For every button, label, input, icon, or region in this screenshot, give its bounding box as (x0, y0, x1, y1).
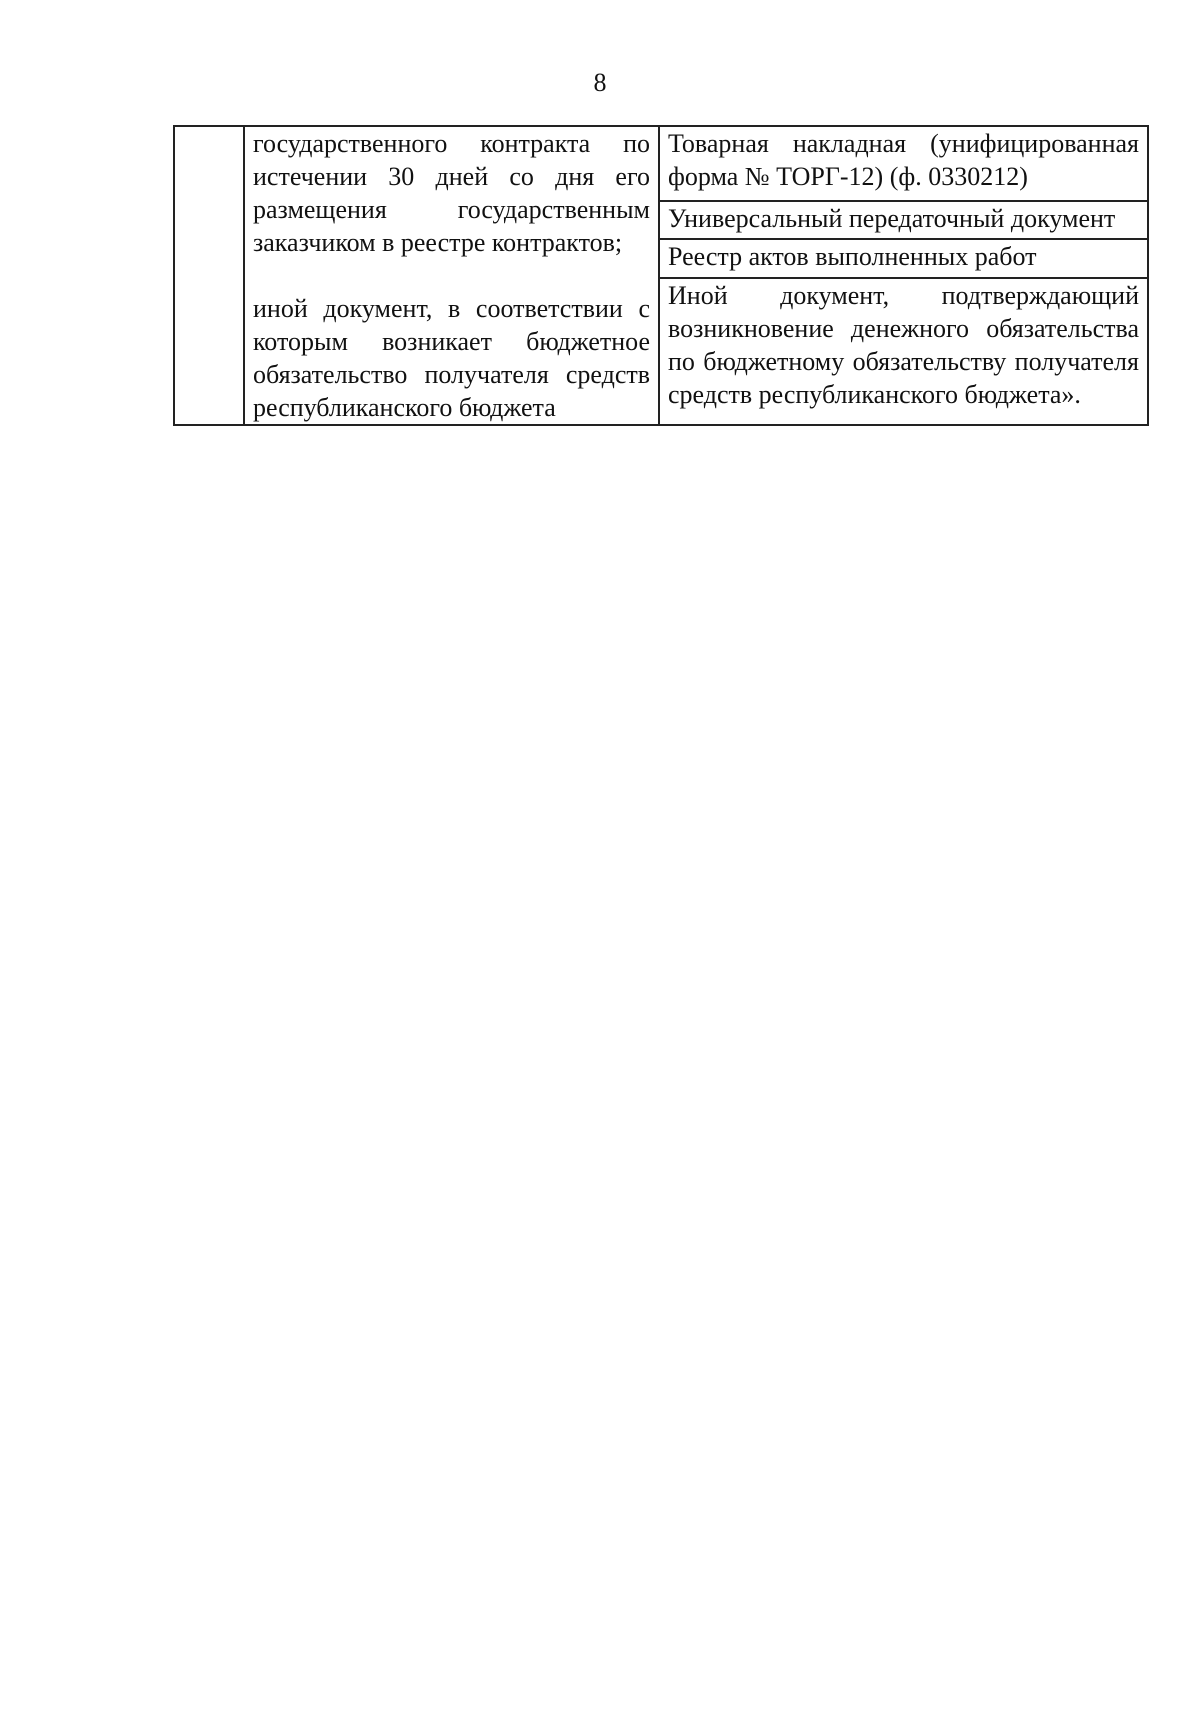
document-works-registry: Реестр актов выполненных работ (668, 242, 1037, 272)
table-cell-document-2 (659, 201, 1148, 239)
document-other-confirming: Иной документ, подтверждающий возникновение денежного обязательства по бюджетному обязательству получателя средств республиканского бюджета». (668, 280, 1139, 409)
table-cell-document-4 (659, 278, 1148, 425)
table-row (174, 126, 1148, 201)
document-invoice-torg12: Товарная накладная (унифицированная форма № ТОРГ-12) (ф. 0330212) (668, 129, 1139, 191)
table-cell-basis (244, 126, 659, 425)
table-cell-document-1 (659, 126, 1148, 201)
table-cell-number (174, 126, 244, 425)
basis-text-other-document: иной документ, в соответствии с которым возникает бюджетное обязательство получателя средств республиканского бюджета (253, 294, 650, 422)
page-number: 8 (593, 68, 607, 97)
document-table (173, 125, 1149, 426)
basis-text-contract: государственного контракта по истечении 30 дней со дня его размещения государственным заказчиком в реестре контрактов; (253, 129, 650, 257)
document-universal-transfer: Универсальный передаточный документ (668, 203, 1116, 233)
basis-spacer (253, 259, 650, 292)
table-cell-document-3 (659, 239, 1148, 277)
